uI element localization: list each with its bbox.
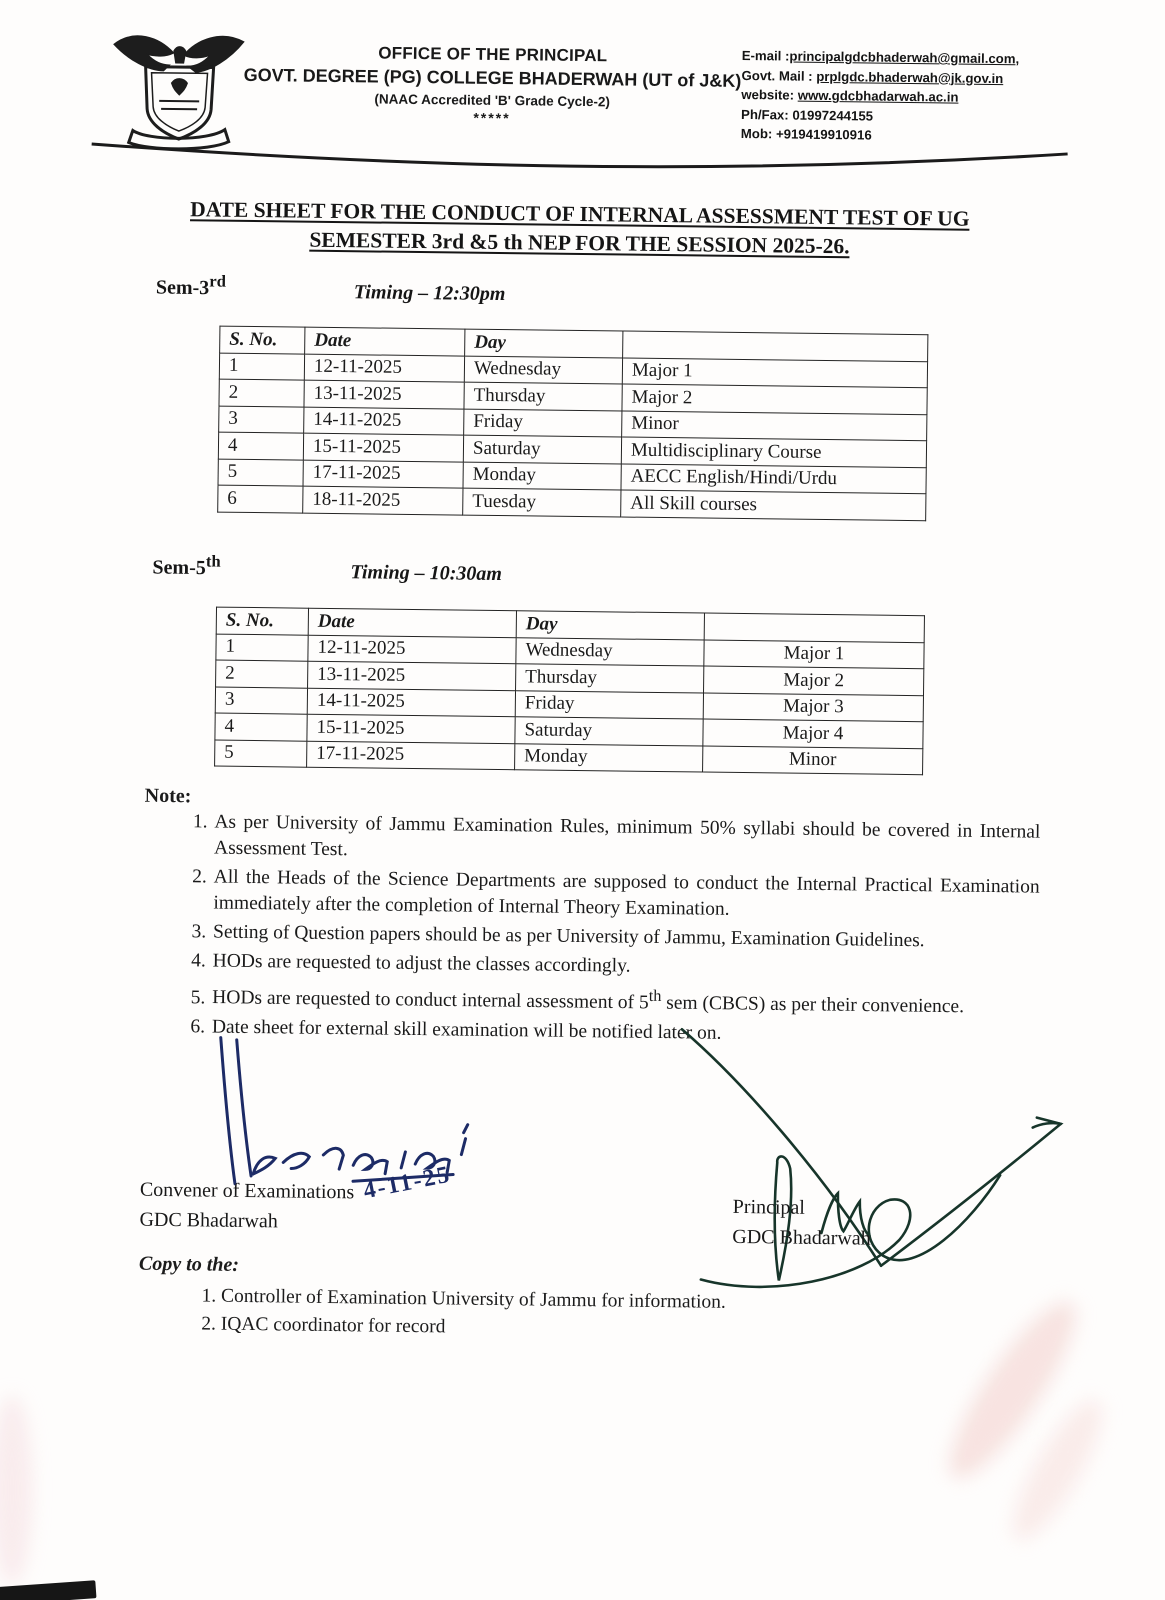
contact-website: website: www.gdcbhadarwah.ac.in [741, 86, 959, 105]
note-item-2: 2. All the Heads of the Science Departments are supposed to conduct the Internal Practical Examination immediately after the completion of Internal Theory Examination. [211, 865, 1040, 927]
contact-mobile: Mob: +919419910916 [740, 125, 872, 143]
document-title-line1: DATE SHEET FOR THE CONDUCT OF INTERNAL ASSESSMENT TEST OF UG [190, 197, 970, 231]
note-item-6: 6. Date sheet for external skill examination will be notified later on. [210, 1014, 1038, 1050]
principal-college: GDC Bhadarwah [732, 1225, 871, 1250]
header-college-name: GOVT. DEGREE (PG) COLLEGE BHADERWAH (UT of J&K) [243, 64, 742, 91]
convener-sign-block [139, 1175, 354, 1238]
sem5-timing: Timing – 10:30am [350, 561, 503, 586]
table-header-row: S. No. Date Day [216, 607, 924, 642]
principal-sign-block [732, 1192, 871, 1254]
table-row: 4 15-11-2025 Saturday Major 4 [215, 713, 923, 748]
principal-designation: Principal [732, 1195, 806, 1219]
table-header-row: S. No. Date Day [220, 326, 928, 361]
table-row: 1 12-11-2025 Wednesday Major 1 [216, 634, 924, 669]
document-title [148, 197, 1011, 266]
govt-mail-address: prplgdc.bhaderwah@jk.gov.in [816, 68, 1004, 86]
convener-handwritten-date: 4-11-25 [361, 1161, 454, 1205]
contact-email: E-mail :principalgdcbhaderwah@gmail.com, [741, 47, 1020, 67]
copy-to-list [201, 1282, 726, 1343]
document-title-line2: SEMESTER 3rd &5 th NEP FOR THE SESSION 2025-26. [309, 227, 850, 259]
header-contact-block [741, 46, 1042, 147]
sem3-datesheet-table [217, 326, 928, 521]
table-row: 4 15-11-2025 Saturday Multidisciplinary Course [218, 432, 926, 467]
table-row: 1 12-11-2025 Wednesday Major 1 [219, 353, 927, 388]
table-row: 5 17-11-2025 Monday AECC English/Hindi/Urdu [218, 459, 926, 494]
table-row: 2 13-11-2025 Thursday Major 2 [219, 379, 927, 414]
note-item-5: 5. HODs are requested to conduct internal assessment of 5th sem (CBCS) as per their convenience. [210, 978, 1038, 1022]
principal-signature [631, 1001, 1075, 1306]
header-naac-line: (NAAC Accredited 'B' Grade Cycle-2) [374, 91, 611, 110]
sem5-datesheet-table [214, 607, 925, 776]
sem5-heading: Sem-5th [152, 551, 221, 580]
email-address: principalgdcbhaderwah@gmail.com [789, 48, 1016, 67]
table-row: 6 18-11-2025 Tuesday All Skill courses [218, 485, 926, 520]
sem3-heading: Sem-3rd [155, 271, 227, 300]
copy-item-2: 2. IQAC coordinator for record [201, 1312, 446, 1337]
sem3-timing: Timing – 12:30pm [353, 281, 506, 306]
contact-govt-mail: Govt. Mail : prplgdc.bhaderwah@jk.gov.in [741, 67, 1004, 86]
convener-college: GDC Bhadarwah [139, 1208, 278, 1233]
note-item-4: 4. HODs are requested to adjust the classes accordingly. [211, 949, 1039, 985]
copy-to-heading: Copy to the: [138, 1252, 240, 1276]
header-office-title: OFFICE OF THE PRINCIPAL [378, 43, 608, 66]
table-row: 2 13-11-2025 Thursday Major 2 [216, 660, 924, 695]
copy-item-1: 1. Controller of Examination University of Jammu for information. [201, 1285, 726, 1313]
contact-phfax: Ph/Fax: 01997244155 [740, 106, 874, 124]
table-row: 5 17-11-2025 Monday Minor [215, 740, 923, 775]
table-row: 3 14-11-2025 Friday Minor [219, 406, 927, 441]
header-stars: ***** [473, 109, 511, 127]
note-item-1: 1. As per University of Jammu Examination Rules, minimum 50% syllabi should be covered in Internal Assessment Test. [212, 810, 1041, 872]
notes-heading: Note: [144, 784, 192, 808]
note-item-3: 3. Setting of Question papers should be as per University of Jammu, Examination Guidelines. [211, 920, 1039, 956]
website-url: www.gdcbhadarwah.ac.in [797, 87, 959, 105]
convener-designation: Convener of Examinations [139, 1178, 355, 1204]
table-row: 3 14-11-2025 Friday Major 3 [215, 687, 923, 722]
